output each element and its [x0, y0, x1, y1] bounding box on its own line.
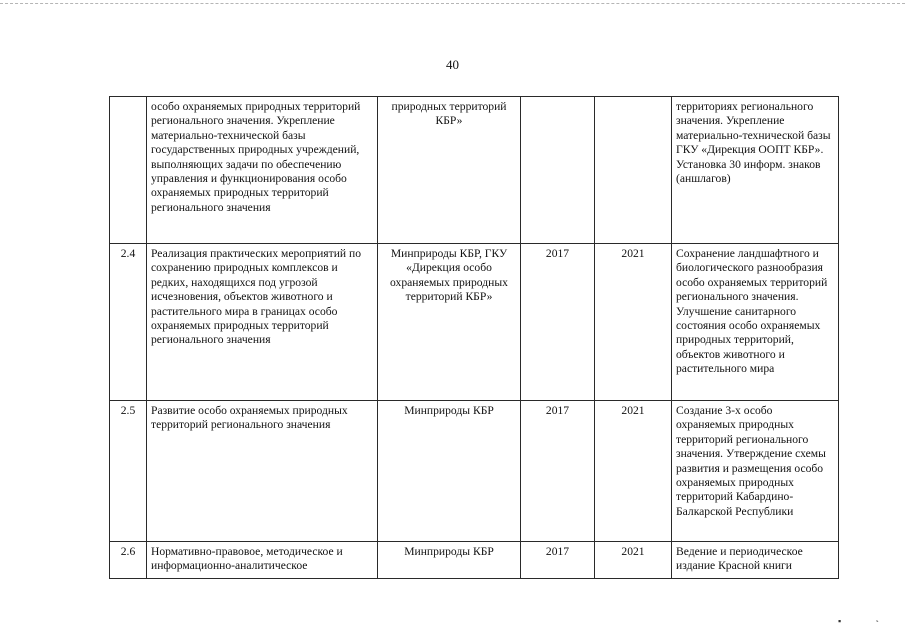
table-row [110, 542, 839, 579]
measure-name: Реализация практических мероприятий по сохранению природных комплексов и редких, находящихся под угрозой исчезновения, объектов животного и растительного мира в границах особо охраняемых природных территорий регионального значения [147, 244, 378, 401]
row-number: 2.4 [110, 244, 147, 401]
table-row [110, 244, 839, 401]
start-year: 2017 [521, 244, 595, 401]
program-measures-table [109, 96, 839, 579]
row-number [110, 97, 147, 244]
measure-name: Развитие особо охраняемых природных территорий регионального значения [147, 401, 378, 542]
end-year: 2021 [595, 542, 672, 579]
expected-result: Ведение и периодическое издание Красной книги [672, 542, 839, 579]
scan-speck-mark: ˛ [876, 612, 879, 622]
executor: Минприроды КБР [378, 542, 521, 579]
start-year: 2017 [521, 542, 595, 579]
executor: Минприроды КБР, ГКУ «Дирекция особо охраняемых природных территорий КБР» [378, 244, 521, 401]
table-row [110, 401, 839, 542]
table-row [110, 97, 839, 244]
measure-name: Нормативно-правовое, методическое и информационно-аналитическое [147, 542, 378, 579]
start-year [521, 97, 595, 244]
page-number: 40 [446, 57, 459, 72]
scan-speck-mark: ▪ [838, 616, 842, 626]
expected-result: Сохранение ландшафтного и биологического разнообразия особо охраняемых территорий регионального значения. Улучшение санитарного состояния особо охраняемых природных территорий, объектов животного и растительного мира [672, 244, 839, 401]
executor: природных территорий КБР» [378, 97, 521, 244]
measure-name: особо охраняемых природных территорий регионального значения. Укрепление материально-технической базы государственных природных учреждений, выполняющих задачи по обеспечению управления и функционирования особо охраняемых природных территорий регионального значения [147, 97, 378, 244]
executor: Минприроды КБР [378, 401, 521, 542]
expected-result: территориях регионального значения. Укрепление материально-технической базы ГКУ «Дирекция ООПТ КБР». Установка 30 информ. знаков (аншлагов) [672, 97, 839, 244]
end-year [595, 97, 672, 244]
end-year: 2021 [595, 244, 672, 401]
end-year: 2021 [595, 401, 672, 542]
top-scan-border [0, 3, 905, 4]
row-number: 2.6 [110, 542, 147, 579]
row-number: 2.5 [110, 401, 147, 542]
start-year: 2017 [521, 401, 595, 542]
expected-result: Создание 3-х особо охраняемых природных территорий регионального значения. Утверждение схемы развития и размещения особо охраняемых природных территорий Кабардино-Балкарской Республики [672, 401, 839, 542]
